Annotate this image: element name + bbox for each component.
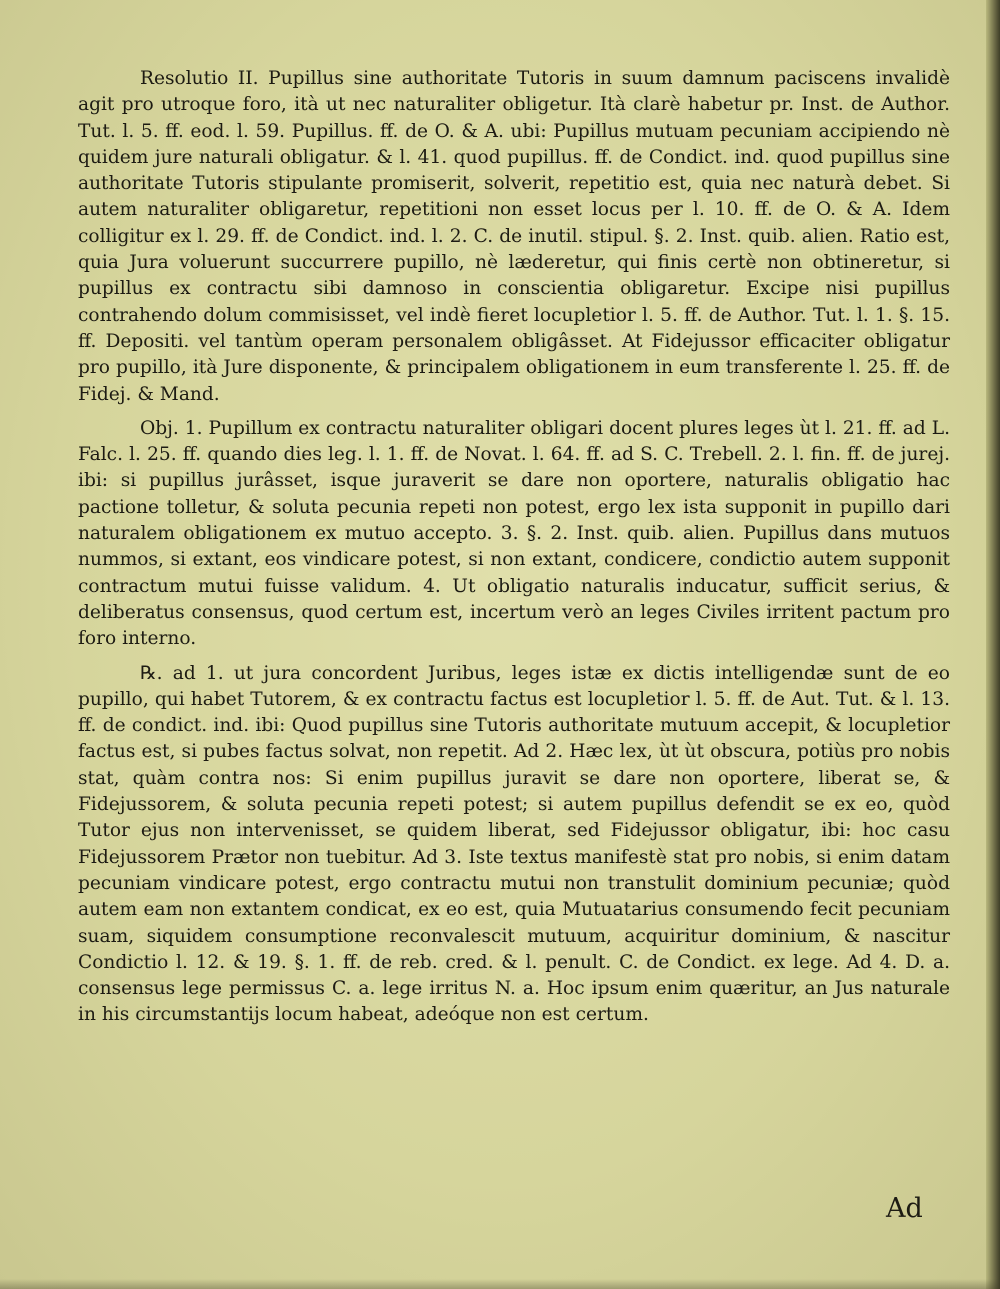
paragraph-resolutio: Resolutio II. Pupillus sine authoritate Tutoris in suum damnum paciscens invalidè agit pro utroque foro, ità ut nec naturaliter obligetur. Ità clarè habetur pr. Inst. de Author. Tut. l. 5. ff. eod. l. 59. Pupillus. ff. de O. & A. ubi: Pupillus mutuam pecuniam accipiendo nè quidem jure naturali obligatur. & l. 41. quod pupillus. ff. de Condict. ind. quod pupillus sine authoritate Tutoris stipulante promiserit, solverit, repetitio est, quia nec naturà debet. Si autem naturaliter obligaretur, repetitioni non esset locus per l. 10. ff. de O. & A. Idem colligitur ex l. 29. ff. de Condict. ind. l. 2. C. de inutil. stipul. §. 2. Inst. quib. alien. Ratio est, quia Jura voluerunt succurrere pupillo, nè læderetur, qui finis certè non obtineretur, si pupillus ex contractu sibi damnoso in conscientia obligaretur. Excipe nisi pupillus contrahendo dolum commisisset, vel indè fieret locupletior l. 5. ff. de Author. Tut. l. 1. §. 15. ff. Depositi. vel tantùm operam personalem obligâsset. At Fidejussor efficaciter obligatur pro pupillo, ità Jure disponente, & principalem obligationem in eum transferente l. 25. ff. de Fidej. & Mand. [78,68,950,405]
page-edge [986,0,1000,1289]
main-text [78,66,950,1029]
catchword: Ad [886,1193,923,1224]
paragraph-responsio: ℞. ad 1. ut jura concordent Juribus, leges istæ ex dictis intelligendæ sunt de eo pupillo, qui habet Tutorem, & ex contractu factus est locupletior l. 5. ff. de Aut. Tut. & l. 13. ff. de condict. ind. ibi: Quod pupillus sine Tutoris authoritate mutuum accepit, & locupletior factus est, si pubes factus solvat, non repetit. Ad 2. Hæc lex, ùt ùt obscura, potiùs pro nobis stat, quàm contra nos: Si enim pupillus juravit se dare non oportere, liberat se, & Fidejussorem, & soluta pecunia repeti potest; si autem pupillus defendit se ex eo, quòd Tutor ejus non intervenisset, se quidem liberat, sed Fidejussor obligatur, ibi: hoc casu Fidejussorem Prætor non tuebitur. Ad 3. Iste textus manifestè stat pro nobis, si enim datam pecuniam vindicare potest, ergo contractu mutui non transtulit dominium pecuniæ; quòd autem eam non extantem condicat, ex eo est, quia Mutuatarius consumendo fecit pecuniam suam, siquidem consumptione reconvalescit mutuum, acquiritur dominium, & nascitur Condictio l. 12. & 19. §. 1. ff. de reb. cred. & l. penult. C. de Condict. ex lege. Ad 4. D. a. consensus lege permissus C. a. lege irritus N. a. Hoc ipsum enim quæritur, an Jus naturale in his circumstantijs locum habeat, adeóque non est certum. [78,662,950,1026]
paragraph-objectio: Obj. 1. Pupillum ex contractu naturaliter obligari docent plures leges ùt l. 21. ff. ad L. Falc. l. 25. ff. quando dies leg. l. 1. ff. de Novat. l. 64. ff. ad S. C. Trebell. 2. l. fin. ff. de jurej. ibi: si pupillus jurâsset, isque juraverit se dare non oportere, naturalis obligatio hac pactione tolletur, & soluta pecunia repeti non potest, ergo lex ista supponit in pupillo dari naturalem obligationem ex mutuo accepto. 3. §. 2. Inst. quib. alien. Pupillus dans mutuos nummos, si extant, eos vindicare potest, si non extant, condicere, condictio autem supponit contractum mutui fuisse validum. 4. Ut obligatio naturalis inducatur, sufficit serius, & deliberatus consensus, quod certum est, incertum verò an leges Civiles irritent pactum pro foro interno. [78,417,950,650]
page-bottom-shadow [0,1279,1000,1289]
